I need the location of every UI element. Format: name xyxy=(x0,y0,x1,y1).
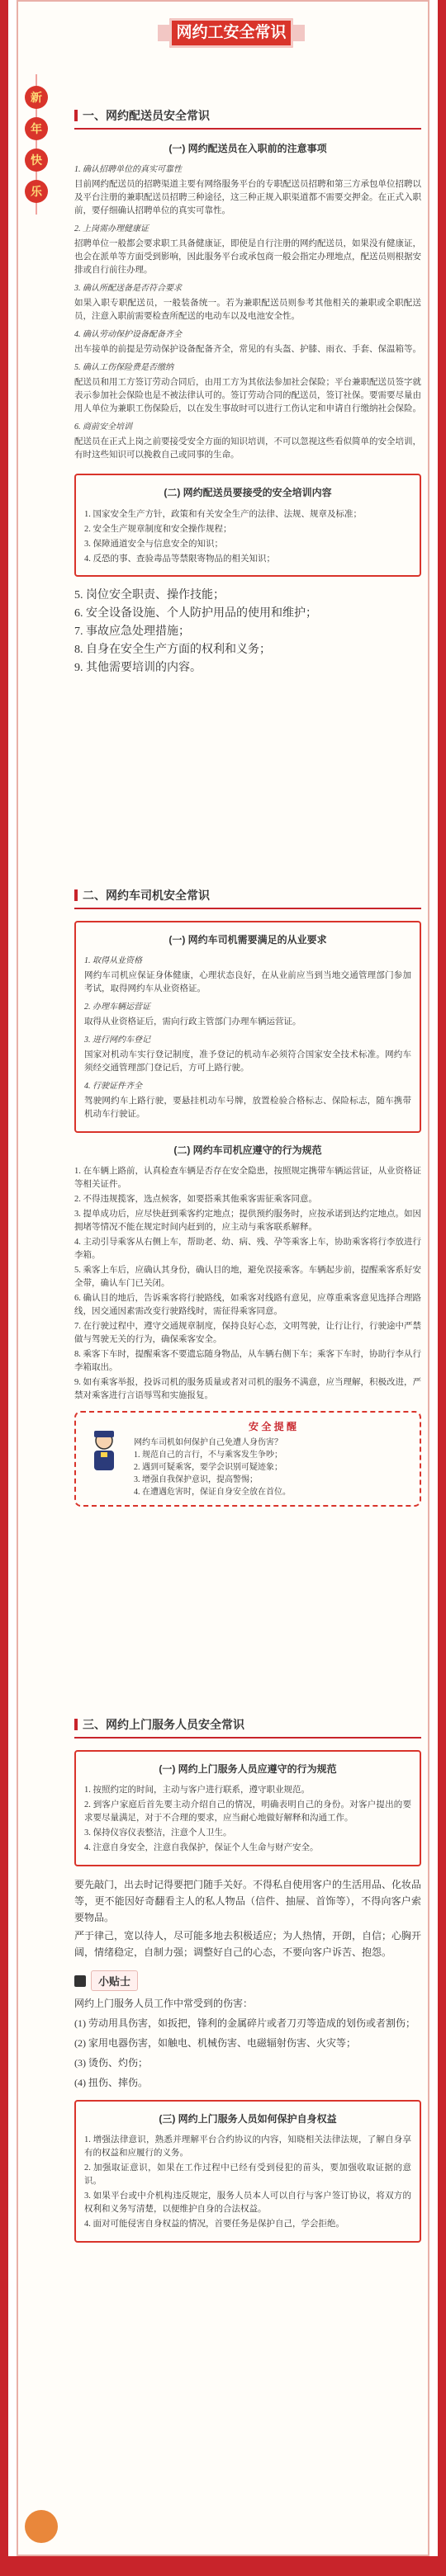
page-title: 网约工安全常识 xyxy=(169,18,293,48)
list-item: 5. 乘客上车后，应确认其身份，确认目的地，避免误接乘客。车辆起步前，提醒乘客系好安全带，确认车门已关闭。 xyxy=(74,1266,421,1288)
safety-line: 2. 遇到可疑乘客，要学会识别可疑迹象； xyxy=(134,1463,282,1472)
list-item: 3. 保障通道安全与信息安全的知识； xyxy=(84,540,223,549)
list-item: 1. 在车辆上路前，认真检查车辆是否存在安全隐患，按照规定携带车辆运营证，从业资格证等相关证件。 xyxy=(74,1167,421,1189)
requirement-box xyxy=(74,921,421,1133)
content-area xyxy=(17,0,429,2556)
tip-item: (3) 烫伤、灼伤； xyxy=(74,2057,148,2069)
list-item: 1. 国家安全生产方针，政策和有关安全生产的法律、法规、规章及标准； xyxy=(84,510,362,519)
section-heading: 二、网约车司机安全常识 xyxy=(74,887,421,909)
part-title: (一) 网约配送员在入职前的注意事项 xyxy=(168,143,327,154)
section-delivery xyxy=(74,107,421,686)
list-item: 3. 如果平台或中介机构违反规定，服务人员本人可以自行与客户签订协议，将双方的权利和义务写清楚，以便维护自身的合法权益。 xyxy=(84,2191,411,2214)
tip-item: (4) 扭伤、摔伤。 xyxy=(74,2077,148,2088)
item-title: 6. 商前安全培训 xyxy=(74,422,132,432)
new-year-char-3: 快 xyxy=(25,149,48,172)
item-text: 招聘单位一般都会要求职工具备健康证，即使是自行注册的网约配送员，如果没有健康证，也会在派单等方面受到影响，因此服务平台或承包商一般会指定办理地点，配送员则根据安排或自行前往办理。 xyxy=(74,239,421,275)
item-title: 4. 行驶证件齐全 xyxy=(84,1082,142,1091)
part-title: (二) 网约配送员要接受的安全培训内容 xyxy=(164,487,332,498)
section-heading: 三、网约上门服务人员安全常识 xyxy=(74,1716,421,1739)
megaphone-icon xyxy=(74,1975,86,1987)
list-item: 7. 事故应急处理措施； xyxy=(74,625,190,638)
item-text: 网约车司机应保证身体健康，心理状态良好，在从业前应当到当地交通管理部门参加考试，取得网约车从业资格证。 xyxy=(84,971,411,993)
list-item: 4. 面对可能侵害自身权益的情况，首要任务是保护自己，学会拒绝。 xyxy=(84,2220,344,2229)
safety-line: 1. 规范自己的言行，不与乘客发生争吵； xyxy=(134,1451,282,1460)
item-title: 5. 确认工伤保险费是否缴纳 xyxy=(74,363,173,372)
part-title: (二) 网约车司机应遵守的行为规范 xyxy=(173,1144,322,1156)
safety-head: 安 全 提 醒 xyxy=(248,1421,297,1432)
tip-intro: 网约上门服务人员工作中常受到的伤害： xyxy=(74,1998,254,2009)
tip-block xyxy=(74,1970,421,2090)
list-item: 9. 如有乘客举报，投诉司机的服务质量或者对司机的服务不满意，应当理解，积极改进，严禁对乘客进行言语辱骂和实施报复。 xyxy=(74,1378,421,1400)
list-item: 1. 按照约定的时间，主动与客户进行联系，遵守职业规范。 xyxy=(84,1786,310,1795)
item-text: 驾驶网约车上路行驶，要悬挂机动车号牌，放置检验合格标志、保险标志，随车携带机动车行驶证。 xyxy=(84,1097,411,1119)
new-year-char-4: 乐 xyxy=(25,180,48,203)
tip-title: 小贴士 xyxy=(74,1970,421,1991)
list-item: 2. 安全生产规章制度和安全操作规程； xyxy=(84,525,232,534)
item-text: 国家对机动车实行登记制度，准予登记的机动车必须符合国家安全技术标准。网约车须经交通管理部门登记后，方可上路行驶。 xyxy=(84,1050,411,1073)
part-title: (一) 网约上门服务人员应遵守的行为规范 xyxy=(159,1763,337,1775)
list-item: 1. 增强法律意识，熟悉并理解平台合约协议的内容，知晓相关法律法规，了解自身享有的权益和应履行的义务。 xyxy=(84,2135,411,2158)
list-item: 8. 自身在安全生产方面的权利和义务； xyxy=(74,644,271,656)
body-text: 要先敲门，出去时记得要把门随手关好。不得私自使用客户的生活用品、化妆品等，更不能因好奇翻看主人的私人物品（信件、抽屉、首饰等），不得向客户索要物品。 xyxy=(74,1879,422,1923)
list-item: 7. 在行驶过程中，遵守交通规章制度，保持良好心态，文明驾驶，让行让行，行驶途中严禁做与驾驶无关的行为，确保乘客安全。 xyxy=(74,1322,421,1344)
list-item: 2. 加强取证意识，如果在工作过程中已经有受到侵犯的苗头，要加强收取证据的意识。 xyxy=(84,2163,411,2186)
tip-item: (2) 家用电器伤害，如触电、机械伤害、电磁辐射伤害、火灾等； xyxy=(74,2037,356,2049)
item-text: 配送员和用工方签订劳动合同后，由用工方为其依法参加社会保险；平台兼职配送员签字就表示参加社会保险也是不被法律认可的。签订劳动合同的配送员，签订社保。要需要尽量由用人单位为兼职工伤保险后，以在发生事故时可以进行工伤认定和申请自行缴纳社会保险。 xyxy=(74,378,421,413)
item-title: 1. 取得从业资格 xyxy=(84,956,142,965)
list-item: 5. 岗位安全职责、操作技能； xyxy=(74,589,225,602)
list-item: 2. 不得违规揽客，选点候客，如要搭乘其他乘客需征乘客同意。 xyxy=(74,1195,317,1204)
safety-line: 3. 增强自我保护意识，提高警惕； xyxy=(134,1475,258,1484)
part-title: (一) 网约车司机需要满足的从业要求 xyxy=(168,934,327,946)
police-figure-icon xyxy=(84,1427,124,1477)
tip-item: (1) 劳动用具伤害，如扳把，锋利的金属碎片或者刀刃等造成的划伤或者割伤； xyxy=(74,2017,415,2029)
item-title: 4. 确认劳动保护设备配备齐全 xyxy=(74,330,182,339)
item-title: 3. 进行网约车登记 xyxy=(84,1036,150,1045)
list-item: 2. 到客户家庭后首先要主动介绍自己的情况，明确表明自己的身份。对客户提出的要求要尽量满足，对于不合理的要求，应当耐心地做好解释和沟通工作。 xyxy=(84,1800,411,1823)
list-item: 3. 提单成功后，应尽快赶到乘客约定地点；提供预约服务时，应按承诺到达约定地点。如因拥堵等情况不能在规定时间内赶到的，应主动与乘客联系解释。 xyxy=(74,1210,421,1232)
section-driver xyxy=(74,887,421,1520)
item-title: 3. 确认所配送备是否符合要求 xyxy=(74,284,182,293)
new-year-char-1: 新 xyxy=(25,86,48,109)
rights-box xyxy=(74,2100,421,2243)
list-item: 4. 主动引导乘客从右侧上车，帮助老、幼、病、残、孕等乘客上车，协助乘客将行李放进行李箱。 xyxy=(74,1238,421,1260)
item-title: 1. 确认招聘单位的真实可靠性 xyxy=(74,165,182,174)
item-text: 目前网约配送员的招聘渠道主要有网络服务平台的专职配送员招聘和第三方承包单位招聘以及平台注册的兼职配送员招聘三种途径，这三种正规入职渠道都不需要交押金。在正式入职前，要仔细确认招聘单位的真实可靠性。 xyxy=(74,180,421,215)
safety-line: 4. 在遭遇危害时，保证自身安全放在首位。 xyxy=(134,1488,291,1497)
safety-line: 网约车司机如何保护自己免遭人身伤害？ xyxy=(134,1438,282,1447)
mascot-icon xyxy=(25,2510,58,2543)
section-home-service xyxy=(74,1716,421,2253)
item-text: 配送员在正式上岗之前要接受安全方面的知识培训，不可以忽视这些看似简单的安全培训，有时这些知识可以挽救自己或同事的生命。 xyxy=(74,437,421,460)
list-item: 4. 注意自身安全，注意自我保护，保证个人生命与财产安全。 xyxy=(84,1843,319,1852)
body-text: 严于律己，宽以待人，尽可能多地去积极适应；为人热情，开朗，自信；心胸开阔，情绪稳定，自制力强；调整好自己的心态，不要向客户诉苦、抱怨。 xyxy=(74,1930,422,1958)
section-heading: 一、网约配送员安全常识 xyxy=(74,107,421,130)
list-item: 6. 安全设备设施、个人防护用品的使用和维护； xyxy=(74,607,317,620)
list-item: 4. 反恐的事、查验毒品等禁限寄物品的相关知识； xyxy=(84,554,275,564)
big-list xyxy=(74,587,421,677)
list-item: 8. 乘客下车时，提醒乘客不要遗忘随身物品，从车辆右侧下车；乘客下车时，协助行李从行李箱取出。 xyxy=(74,1350,421,1372)
item-text: 出车接单的前提是劳动保护设备配备齐全，常见的有头盔、护膝、雨衣、手套、保温箱等。 xyxy=(74,345,421,354)
item-title: 2. 上岗需办理健康证 xyxy=(74,224,149,234)
training-box xyxy=(74,474,421,577)
item-title: 2. 办理车辆运营证 xyxy=(84,1003,150,1012)
list-item: 3. 保持仪容仪表整洁，注意个人卫生。 xyxy=(84,1828,232,1838)
list-item: 9. 其他需要培训的内容。 xyxy=(74,662,202,674)
safety-reminder xyxy=(74,1411,421,1507)
item-text: 取得从业资格证后，需向行政主管部门办理车辆运营证。 xyxy=(84,1017,301,1026)
part-title: (三) 网约上门服务人员如何保护自身权益 xyxy=(159,2113,337,2125)
new-year-char-2: 年 xyxy=(25,117,48,140)
list-item: 6. 确认目的地后，告诉乘客将行驶路线，如乘客对线路有意见，应尊重乘客意见选择合理路线，因交通因素需改变行驶路线时，需征得乘客同意。 xyxy=(74,1294,421,1316)
item-text: 如果入职专职配送员，一般装备统一。若为兼职配送员则参考其他相关的兼职或全职配送员，注意入职前需要检查所配送的电动车以及电池安全性。 xyxy=(74,299,421,321)
behavior-box xyxy=(74,1750,421,1866)
